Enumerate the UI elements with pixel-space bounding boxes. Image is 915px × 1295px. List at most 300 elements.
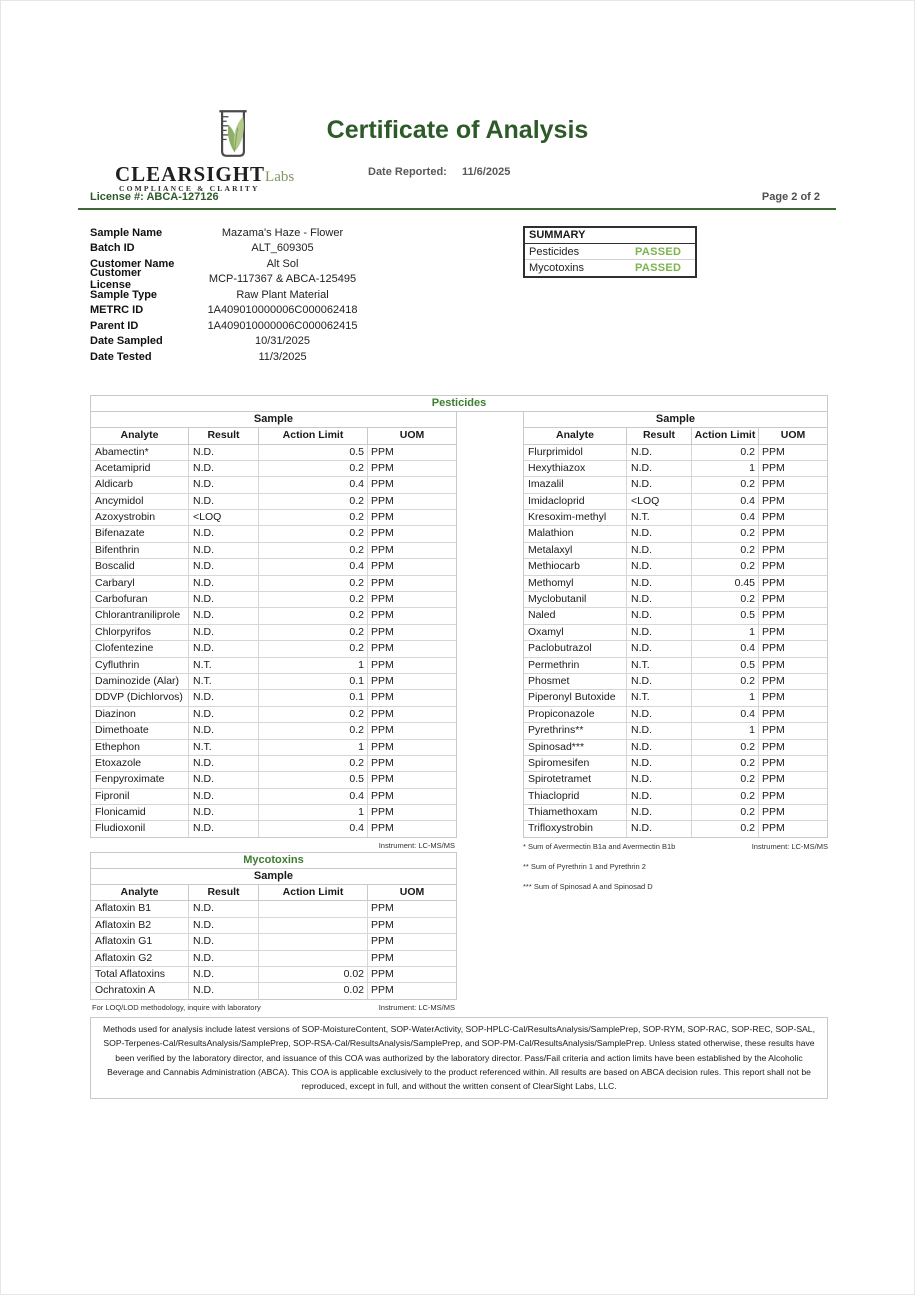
uom-cell: PPM bbox=[371, 822, 394, 835]
uom-cell: PPM bbox=[762, 593, 785, 606]
result-cell: <LOQ bbox=[627, 494, 692, 509]
logo-name: CLEARSIGHT bbox=[115, 162, 266, 186]
table-row bbox=[91, 983, 456, 998]
result-cell: N.D. bbox=[627, 723, 692, 738]
result-cell: N.D. bbox=[189, 707, 259, 722]
sample-info-label: Customer License bbox=[90, 267, 142, 292]
uom-cell: PPM bbox=[762, 724, 785, 737]
action-limit-cell: 0.2 bbox=[259, 494, 368, 509]
uom-cell: PPM bbox=[762, 789, 785, 802]
analyte-cell: Spinosad*** bbox=[524, 740, 627, 755]
page-title: Certificate of Analysis bbox=[326, 116, 589, 144]
action-limit-cell bbox=[259, 901, 368, 916]
uom-cell: PPM bbox=[371, 740, 394, 753]
action-limit-cell: 0.2 bbox=[259, 707, 368, 722]
sample-info-value: 1A409010000006C000062415 bbox=[207, 319, 358, 332]
analyte-cell: Boscalid bbox=[91, 559, 189, 574]
table-row bbox=[524, 658, 827, 674]
pesticides-table-left bbox=[90, 411, 457, 838]
action-limit-cell: 0.4 bbox=[692, 641, 759, 656]
action-limit-cell: 1 bbox=[692, 625, 759, 640]
uom-cell: PPM bbox=[371, 560, 394, 573]
page-number: Page 2 of 2 bbox=[761, 191, 820, 203]
result-cell: N.D. bbox=[627, 461, 692, 476]
table-row bbox=[91, 934, 456, 950]
action-limit-cell: 0.5 bbox=[692, 608, 759, 623]
status-badge: PASSED bbox=[635, 245, 682, 258]
summary-row bbox=[525, 260, 695, 275]
uom-cell: PPM bbox=[762, 691, 785, 704]
table-row bbox=[91, 690, 456, 706]
action-limit-cell: 0.2 bbox=[692, 674, 759, 689]
license-number: License #: ABCA-127126 bbox=[90, 191, 219, 203]
sample-info bbox=[90, 225, 390, 365]
col-action-limit: Action Limit bbox=[259, 885, 368, 901]
action-limit-cell: 0.2 bbox=[692, 756, 759, 771]
analyte-cell: Spiromesifen bbox=[524, 756, 627, 771]
action-limit-cell: 1 bbox=[259, 740, 368, 755]
analyte-cell: Chlorantraniliprole bbox=[91, 608, 189, 623]
methods-disclaimer: Methods used for analysis include latest versions of SOP-MoistureContent, SOP-WaterActivity, SOP-HPLC-Cal/ResultsAnalysis/SamplePrep, SOP-RYM, SOP-RAC, SOP-REC, SOP-SAL, SOP-Terpenes-Cal/ResultsAnalysis/SamplePrep, SOP-RSA-Cal/ResultsAnalysis/SamplePrep, and SOP-PM-Cal/ResultsAnalysis/SamplePrep. Unless stated otherwise, these results have been verified by the laboratory director, and issuance of this COA was authorized by the laboratory director. Pass/Fail criteria and action limits have been established by the Alcoholic Beverage and Cannabis Administration (ABCA). This COA is applicable exclusively to the product referenced within. All results are based on ABCA decision rules. This report shall not be reproduced, except in full, and without the written consent of ClearSight Labs, LLC. bbox=[90, 1017, 828, 1099]
pesticides-section-title: Pesticides bbox=[90, 395, 828, 412]
action-limit-cell: 0.2 bbox=[259, 723, 368, 738]
table-row bbox=[524, 477, 827, 493]
action-limit-cell: 0.2 bbox=[692, 477, 759, 492]
action-limit-cell: 0.2 bbox=[259, 625, 368, 640]
action-limit-cell: 0.5 bbox=[259, 445, 368, 460]
result-cell: N.D. bbox=[627, 674, 692, 689]
analyte-cell: Fenpyroximate bbox=[91, 772, 189, 787]
action-limit-cell: 0.45 bbox=[692, 576, 759, 591]
result-cell: N.D. bbox=[189, 494, 259, 509]
uom-cell: PPM bbox=[371, 609, 394, 622]
uom-cell: PPM bbox=[371, 642, 394, 655]
result-cell: N.D. bbox=[189, 821, 259, 836]
analyte-cell: Naled bbox=[524, 608, 627, 623]
action-limit-cell: 0.2 bbox=[692, 772, 759, 787]
analyte-cell: Flonicamid bbox=[91, 805, 189, 820]
uom-cell: PPM bbox=[762, 674, 785, 687]
analyte-cell: Methomyl bbox=[524, 576, 627, 591]
table-row bbox=[91, 772, 456, 788]
sample-header: Sample bbox=[91, 869, 456, 885]
uom-cell: PPM bbox=[762, 445, 785, 458]
table-row bbox=[524, 445, 827, 461]
table-row bbox=[524, 772, 827, 788]
table-row bbox=[524, 494, 827, 510]
sample-info-label: Sample Type bbox=[90, 288, 158, 301]
col-result: Result bbox=[189, 885, 259, 901]
analysis-section bbox=[90, 395, 828, 1099]
result-cell: N.T. bbox=[627, 690, 692, 705]
uom-cell: PPM bbox=[371, 707, 394, 720]
sample-info-label: Customer Name bbox=[90, 257, 175, 270]
sample-info-row bbox=[90, 287, 390, 303]
uom-cell: PPM bbox=[762, 822, 785, 835]
action-limit-cell: 1 bbox=[259, 805, 368, 820]
result-cell: N.D. bbox=[627, 740, 692, 755]
pesticides-table-right bbox=[523, 411, 828, 838]
analyte-cell: Malathion bbox=[524, 526, 627, 541]
sample-info-label: Batch ID bbox=[90, 242, 135, 255]
action-limit-cell bbox=[259, 951, 368, 966]
result-cell: N.D. bbox=[189, 951, 259, 966]
uom-cell: PPM bbox=[371, 691, 394, 704]
action-limit-cell: 0.2 bbox=[692, 821, 759, 836]
result-cell: <LOQ bbox=[189, 510, 259, 525]
table-row bbox=[91, 576, 456, 592]
table-row bbox=[524, 625, 827, 641]
action-limit-cell: 0.2 bbox=[259, 608, 368, 623]
analyte-cell: Azoxystrobin bbox=[91, 510, 189, 525]
analyte-cell: Bifenazate bbox=[91, 526, 189, 541]
footnote-spinosad: *** Sum of Spinosad A and Spinosad D bbox=[523, 881, 653, 891]
col-result: Result bbox=[627, 428, 692, 444]
result-cell: N.D. bbox=[627, 445, 692, 460]
uom-cell: PPM bbox=[371, 918, 394, 931]
table-row bbox=[524, 592, 827, 608]
pesticides-left-column bbox=[90, 411, 457, 1012]
analyte-cell: Aflatoxin B2 bbox=[91, 918, 189, 933]
analyte-cell: Paclobutrazol bbox=[524, 641, 627, 656]
result-cell: N.D. bbox=[627, 592, 692, 607]
table-row bbox=[91, 608, 456, 624]
uom-cell: PPM bbox=[371, 984, 394, 997]
result-cell: N.D. bbox=[627, 576, 692, 591]
uom-cell: PPM bbox=[762, 773, 785, 786]
table-row bbox=[524, 821, 827, 836]
date-reported-label: Date Reported: bbox=[368, 166, 447, 178]
action-limit-cell: 0.2 bbox=[692, 789, 759, 804]
sample-info-label: Date Sampled bbox=[90, 335, 163, 348]
table-row bbox=[524, 608, 827, 624]
analyte-cell: Ethephon bbox=[91, 740, 189, 755]
result-cell: N.D. bbox=[627, 477, 692, 492]
sample-info-row bbox=[90, 318, 390, 334]
table-row bbox=[524, 526, 827, 542]
result-cell: N.D. bbox=[627, 772, 692, 787]
uom-cell: PPM bbox=[371, 724, 394, 737]
action-limit-cell: 0.2 bbox=[259, 461, 368, 476]
table-row bbox=[91, 461, 456, 477]
uom-cell: PPM bbox=[371, 527, 394, 540]
result-cell: N.D. bbox=[189, 526, 259, 541]
result-cell: N.D. bbox=[189, 559, 259, 574]
summary-rows bbox=[525, 244, 695, 276]
uom-cell: PPM bbox=[371, 951, 394, 964]
table-row bbox=[91, 967, 456, 983]
pesticides-tables bbox=[90, 411, 828, 1012]
analyte-cell: Total Aflatoxins bbox=[91, 967, 189, 982]
result-cell: N.D. bbox=[627, 608, 692, 623]
sample-header: Sample bbox=[91, 412, 456, 428]
uom-cell: PPM bbox=[762, 478, 785, 491]
table-row bbox=[524, 576, 827, 592]
uom-cell: PPM bbox=[371, 625, 394, 638]
action-limit-cell: 0.1 bbox=[259, 674, 368, 689]
uom-cell: PPM bbox=[371, 593, 394, 606]
result-cell: N.D. bbox=[189, 756, 259, 771]
table-row bbox=[524, 510, 827, 526]
uom-cell: PPM bbox=[762, 560, 785, 573]
sample-info-value: Raw Plant Material bbox=[236, 288, 329, 301]
footnote-avermectin: * Sum of Avermectin B1a and Avermectin B1b bbox=[523, 841, 676, 851]
analyte-cell: Clofentezine bbox=[91, 641, 189, 656]
analyte-cell: Phosmet bbox=[524, 674, 627, 689]
analyte-cell: Trifloxystrobin bbox=[524, 821, 627, 836]
result-cell: N.D. bbox=[627, 789, 692, 804]
uom-cell: PPM bbox=[371, 494, 394, 507]
uom-cell: PPM bbox=[762, 625, 785, 638]
uom-cell: PPM bbox=[762, 740, 785, 753]
analyte-cell: Etoxazole bbox=[91, 756, 189, 771]
uom-cell: PPM bbox=[371, 478, 394, 491]
mycotoxins-rows bbox=[91, 901, 456, 998]
table-row bbox=[524, 690, 827, 706]
action-limit-cell: 0.2 bbox=[692, 445, 759, 460]
instrument-note-left: Instrument: LC-MS/MS bbox=[378, 840, 455, 850]
summary-box bbox=[523, 226, 697, 278]
uom-cell: PPM bbox=[371, 674, 394, 687]
result-cell: N.D. bbox=[189, 461, 259, 476]
date-reported-value: 11/6/2025 bbox=[462, 166, 511, 178]
status-badge: PASSED bbox=[635, 262, 682, 275]
uom-cell: PPM bbox=[371, 658, 394, 671]
result-cell: N.D. bbox=[189, 805, 259, 820]
pesticides-left-rows bbox=[91, 445, 456, 837]
analyte-cell: Bifenthrin bbox=[91, 543, 189, 558]
uom-cell: PPM bbox=[371, 902, 394, 915]
summary-title: SUMMARY bbox=[525, 228, 695, 244]
analyte-cell: Flurprimidol bbox=[524, 445, 627, 460]
result-cell: N.T. bbox=[627, 510, 692, 525]
col-uom: UOM bbox=[399, 885, 425, 898]
table-row bbox=[91, 477, 456, 493]
table-row bbox=[91, 658, 456, 674]
table-row bbox=[524, 723, 827, 739]
result-cell: N.D. bbox=[189, 901, 259, 916]
sample-info-value: Alt Sol bbox=[266, 257, 299, 270]
table-row bbox=[524, 461, 827, 477]
col-uom: UOM bbox=[780, 429, 806, 441]
sample-info-value: 11/3/2025 bbox=[258, 350, 307, 363]
action-limit-cell: 0.4 bbox=[259, 477, 368, 492]
result-cell: N.D. bbox=[189, 543, 259, 558]
sample-info-row bbox=[90, 225, 390, 241]
table-row bbox=[91, 918, 456, 934]
column-headers bbox=[91, 428, 456, 445]
action-limit-cell: 0.2 bbox=[259, 576, 368, 591]
result-cell: N.T. bbox=[189, 658, 259, 673]
logo-tagline: COMPLIANCE & CLARITY bbox=[119, 184, 260, 193]
result-cell: N.D. bbox=[189, 934, 259, 949]
analyte-cell: Fipronil bbox=[91, 789, 189, 804]
column-headers bbox=[91, 885, 456, 902]
header-divider bbox=[78, 208, 836, 210]
action-limit-cell: 0.02 bbox=[259, 983, 368, 998]
uom-cell: PPM bbox=[371, 461, 394, 474]
result-cell: N.D. bbox=[627, 756, 692, 771]
result-cell: N.D. bbox=[627, 641, 692, 656]
table-row bbox=[524, 805, 827, 821]
table-row bbox=[524, 674, 827, 690]
action-limit-cell: 1 bbox=[692, 461, 759, 476]
result-cell: N.D. bbox=[189, 625, 259, 640]
action-limit-cell: 0.4 bbox=[692, 707, 759, 722]
result-cell: N.D. bbox=[627, 821, 692, 836]
analyte-cell: Aldicarb bbox=[91, 477, 189, 492]
action-limit-cell: 0.2 bbox=[259, 641, 368, 656]
result-cell: N.D. bbox=[189, 918, 259, 933]
result-cell: N.D. bbox=[627, 543, 692, 558]
result-cell: N.D. bbox=[189, 723, 259, 738]
uom-cell: PPM bbox=[762, 806, 785, 819]
col-action-limit: Action Limit bbox=[692, 428, 759, 444]
result-cell: N.D. bbox=[627, 526, 692, 541]
analyte-cell: Aflatoxin G1 bbox=[91, 934, 189, 949]
sample-info-value: MCP-117367 & ABCA-125495 bbox=[208, 273, 357, 286]
analyte-cell: Imazalil bbox=[524, 477, 627, 492]
analyte-cell: Hexythiazox bbox=[524, 461, 627, 476]
result-cell: N.D. bbox=[189, 576, 259, 591]
analyte-cell: Aflatoxin B1 bbox=[91, 901, 189, 916]
loq-note: For LOQ/LOD methodology, inquire with laboratory bbox=[92, 1002, 261, 1012]
sample-info-row bbox=[90, 349, 390, 365]
analyte-cell: Ancymidol bbox=[91, 494, 189, 509]
col-analyte: Analyte bbox=[91, 428, 189, 444]
uom-cell: PPM bbox=[371, 511, 394, 524]
sample-header: Sample bbox=[524, 412, 827, 428]
uom-cell: PPM bbox=[762, 494, 785, 507]
uom-cell: PPM bbox=[371, 935, 394, 948]
result-cell: N.D. bbox=[627, 625, 692, 640]
action-limit-cell: 1 bbox=[259, 658, 368, 673]
action-limit-cell: 1 bbox=[692, 723, 759, 738]
action-limit-cell: 0.2 bbox=[692, 559, 759, 574]
result-cell: N.D. bbox=[189, 983, 259, 998]
uom-cell: PPM bbox=[371, 806, 394, 819]
analyte-cell: Oxamyl bbox=[524, 625, 627, 640]
action-limit-cell: 0.1 bbox=[259, 690, 368, 705]
analyte-cell: Dimethoate bbox=[91, 723, 189, 738]
action-limit-cell: 0.02 bbox=[259, 967, 368, 982]
table-row bbox=[91, 543, 456, 559]
analyte-cell: Ochratoxin A bbox=[91, 983, 189, 998]
analyte-cell: DDVP (Dichlorvos) bbox=[91, 690, 189, 705]
table-row bbox=[91, 445, 456, 461]
analyte-cell: Carbaryl bbox=[91, 576, 189, 591]
result-cell: N.D. bbox=[189, 789, 259, 804]
action-limit-cell: 0.4 bbox=[259, 559, 368, 574]
table-row bbox=[91, 526, 456, 542]
analyte-cell: Acetamiprid bbox=[91, 461, 189, 476]
analyte-cell: Myclobutanil bbox=[524, 592, 627, 607]
analyte-cell: Chlorpyrifos bbox=[91, 625, 189, 640]
table-row bbox=[524, 559, 827, 575]
action-limit-cell: 0.2 bbox=[692, 543, 759, 558]
table-row bbox=[91, 592, 456, 608]
pesticides-right-rows bbox=[524, 445, 827, 837]
sample-info-row bbox=[90, 303, 390, 319]
analyte-cell: Propiconazole bbox=[524, 707, 627, 722]
sample-info-label: Parent ID bbox=[90, 319, 139, 332]
table-row bbox=[91, 756, 456, 772]
uom-cell: PPM bbox=[762, 461, 785, 474]
action-limit-cell: 1 bbox=[692, 690, 759, 705]
analyte-cell: Spirotetramet bbox=[524, 772, 627, 787]
result-cell: N.D. bbox=[627, 707, 692, 722]
action-limit-cell: 0.2 bbox=[259, 543, 368, 558]
analyte-cell: Methiocarb bbox=[524, 559, 627, 574]
result-cell: N.D. bbox=[189, 690, 259, 705]
action-limit-cell: 0.4 bbox=[692, 494, 759, 509]
analyte-cell: Permethrin bbox=[524, 658, 627, 673]
action-limit-cell: 0.2 bbox=[259, 592, 368, 607]
action-limit-cell: 0.2 bbox=[259, 756, 368, 771]
logo-suffix: Labs bbox=[265, 169, 295, 185]
table-row bbox=[91, 707, 456, 723]
analyte-cell: Carbofuran bbox=[91, 592, 189, 607]
table-row bbox=[91, 625, 456, 641]
result-cell: N.D. bbox=[189, 608, 259, 623]
uom-cell: PPM bbox=[762, 527, 785, 540]
action-limit-cell: 0.5 bbox=[692, 658, 759, 673]
action-limit-cell: 0.2 bbox=[259, 510, 368, 525]
col-analyte: Analyte bbox=[91, 885, 189, 901]
action-limit-cell: 0.2 bbox=[692, 526, 759, 541]
mycotoxins-block bbox=[90, 852, 457, 1012]
table-row bbox=[91, 805, 456, 821]
result-cell: N.T. bbox=[189, 674, 259, 689]
analyte-cell: Thiamethoxam bbox=[524, 805, 627, 820]
uom-cell: PPM bbox=[371, 543, 394, 556]
col-uom: UOM bbox=[399, 429, 425, 441]
uom-cell: PPM bbox=[371, 445, 394, 458]
analyte-cell: Abamectin* bbox=[91, 445, 189, 460]
uom-cell: PPM bbox=[371, 576, 394, 589]
instrument-note-myco: Instrument: LC-MS/MS bbox=[378, 1002, 455, 1012]
table-row bbox=[524, 756, 827, 772]
action-limit-cell bbox=[259, 918, 368, 933]
analyte-cell: Piperonyl Butoxide bbox=[524, 690, 627, 705]
uom-cell: PPM bbox=[371, 967, 394, 980]
uom-cell: PPM bbox=[762, 756, 785, 769]
table-row bbox=[91, 674, 456, 690]
sample-info-row bbox=[90, 334, 390, 350]
summary-test-name: Mycotoxins bbox=[529, 262, 585, 275]
table-row bbox=[91, 821, 456, 836]
action-limit-cell: 0.4 bbox=[692, 510, 759, 525]
uom-cell: PPM bbox=[762, 707, 785, 720]
table-row bbox=[524, 740, 827, 756]
pesticides-right-column bbox=[523, 411, 828, 1012]
action-limit-cell: 0.2 bbox=[692, 805, 759, 820]
analyte-cell: Pyrethrins** bbox=[524, 723, 627, 738]
analyte-cell: Diazinon bbox=[91, 707, 189, 722]
sample-info-value: Mazama's Haze - Flower bbox=[221, 226, 344, 239]
analyte-cell: Fludioxonil bbox=[91, 821, 189, 836]
result-cell: N.D. bbox=[189, 641, 259, 656]
result-cell: N.D. bbox=[189, 477, 259, 492]
table-row bbox=[524, 789, 827, 805]
analyte-cell: Cyfluthrin bbox=[91, 658, 189, 673]
sample-info-row bbox=[90, 267, 390, 292]
table-row bbox=[524, 641, 827, 657]
summary-test-name: Pesticides bbox=[529, 245, 580, 258]
instrument-note-right: Instrument: LC-MS/MS bbox=[751, 841, 828, 851]
analyte-cell: Aflatoxin G2 bbox=[91, 951, 189, 966]
table-row bbox=[91, 740, 456, 756]
